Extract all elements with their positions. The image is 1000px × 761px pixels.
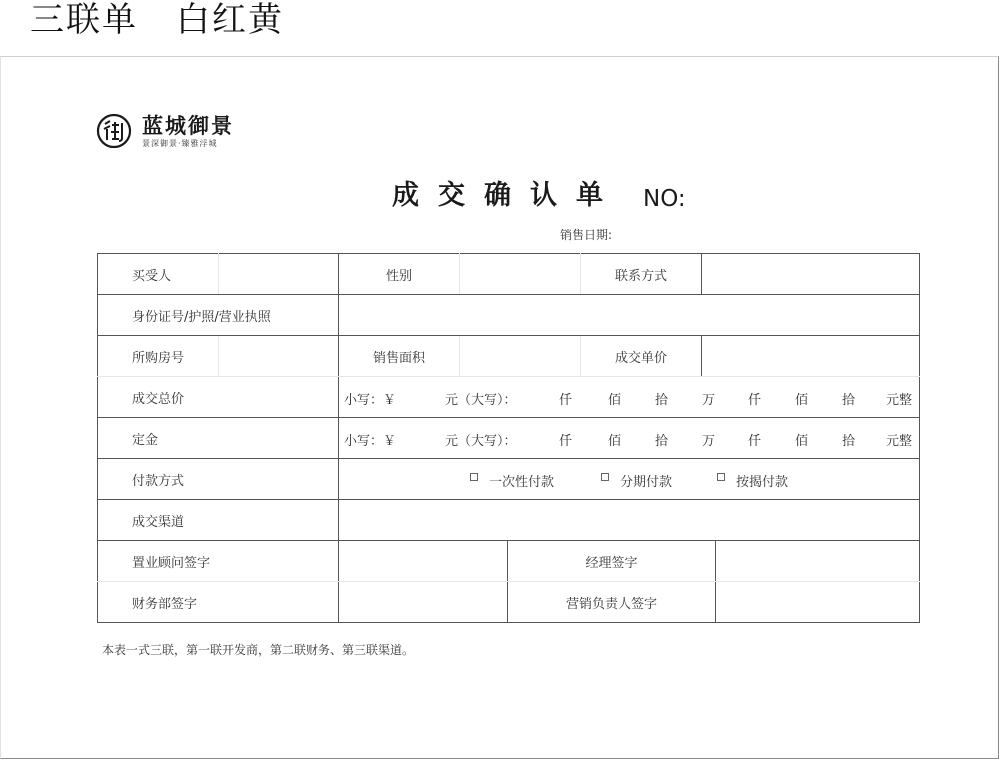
amount-small-label: 小写：￥	[344, 434, 397, 449]
marketing-signature-field[interactable]	[716, 582, 920, 623]
unit-number-field[interactable]	[219, 336, 339, 377]
table-row	[98, 500, 920, 541]
unit-bai: 佰	[608, 434, 622, 449]
payment-method-field	[339, 459, 920, 500]
confirmation-table	[97, 253, 920, 623]
mortgage-option: 按揭付款	[736, 475, 789, 490]
amount-big-label: 元（大写）：	[445, 434, 517, 449]
sheet-caption	[30, 0, 284, 40]
logo-slogan: 景深御景·臻雅浮城	[142, 139, 218, 148]
table-row	[98, 582, 920, 623]
lump-sum-checkbox[interactable]	[470, 473, 478, 481]
table-row	[98, 336, 920, 377]
unit-yuan-zheng: 元整	[886, 434, 913, 449]
unit-wan: 万	[702, 434, 716, 449]
deposit-label: 定金	[98, 418, 339, 459]
unit-bai: 佰	[795, 393, 809, 408]
gender-field[interactable]	[460, 254, 581, 295]
document-number-label: NO:	[643, 186, 686, 212]
caption-copies: 三联单	[30, 0, 138, 40]
document-title: 成交确认单	[392, 180, 622, 211]
sales-channel-label: 成交渠道	[98, 500, 339, 541]
table-row	[98, 459, 920, 500]
finance-signature-field[interactable]	[339, 582, 508, 623]
unit-shi: 拾	[842, 434, 856, 449]
unit-qian: 仟	[748, 434, 762, 449]
total-price-field[interactable]	[339, 377, 920, 418]
manager-signature-field[interactable]	[716, 541, 920, 582]
gender-label: 性别	[339, 254, 460, 295]
installment-option: 分期付款	[620, 475, 673, 490]
id-document-label: 身份证号/护照/营业执照	[98, 295, 339, 336]
unit-yuan-zheng: 元整	[886, 393, 913, 408]
lump-sum-option: 一次性付款	[489, 475, 555, 490]
unit-qian: 仟	[559, 434, 573, 449]
marketing-signature-label: 营销负责人签字	[508, 582, 716, 623]
contact-field[interactable]	[702, 254, 920, 295]
payment-method-label: 付款方式	[98, 459, 339, 500]
manager-signature-label: 经理签字	[508, 541, 716, 582]
logo-seal-icon	[96, 113, 132, 149]
sale-date-label: 销售日期:	[560, 228, 613, 242]
id-document-field[interactable]	[339, 295, 920, 336]
unit-qian: 仟	[559, 393, 573, 408]
sales-area-label: 销售面积	[339, 336, 460, 377]
installment-checkbox[interactable]	[601, 473, 609, 481]
unit-shi: 拾	[655, 393, 669, 408]
consultant-signature-field[interactable]	[339, 541, 508, 582]
table-row	[98, 541, 920, 582]
sales-area-field[interactable]	[460, 336, 581, 377]
amount-small-label: 小写：￥	[344, 393, 397, 408]
sales-channel-field[interactable]	[339, 500, 920, 541]
deposit-field[interactable]	[339, 418, 920, 459]
unit-bai: 佰	[608, 393, 622, 408]
buyer-label: 买受人	[98, 254, 219, 295]
table-row	[98, 254, 920, 295]
buyer-field[interactable]	[219, 254, 339, 295]
table-row	[98, 418, 920, 459]
copies-footnote: 本表一式三联，第一联开发商，第二联财务、第三联渠道。	[102, 643, 415, 657]
unit-shi: 拾	[655, 434, 669, 449]
mortgage-checkbox[interactable]	[717, 473, 725, 481]
unit-wan: 万	[702, 393, 716, 408]
unit-shi: 拾	[842, 393, 856, 408]
contact-label: 联系方式	[581, 254, 702, 295]
logo-name: 蓝城御景	[142, 114, 234, 138]
unit-number-label: 所购房号	[98, 336, 219, 377]
total-price-label: 成交总价	[98, 377, 339, 418]
unit-price-field[interactable]	[702, 336, 920, 377]
unit-qian: 仟	[748, 393, 762, 408]
amount-big-label: 元（大写）：	[445, 393, 517, 408]
company-logo	[96, 112, 266, 152]
consultant-signature-label: 置业顾问签字	[98, 541, 339, 582]
finance-signature-label: 财务部签字	[98, 582, 339, 623]
table-row	[98, 295, 920, 336]
unit-bai: 佰	[795, 434, 809, 449]
unit-price-label: 成交单价	[581, 336, 702, 377]
table-row	[98, 377, 920, 418]
caption-colors: 白红黄	[176, 0, 284, 40]
